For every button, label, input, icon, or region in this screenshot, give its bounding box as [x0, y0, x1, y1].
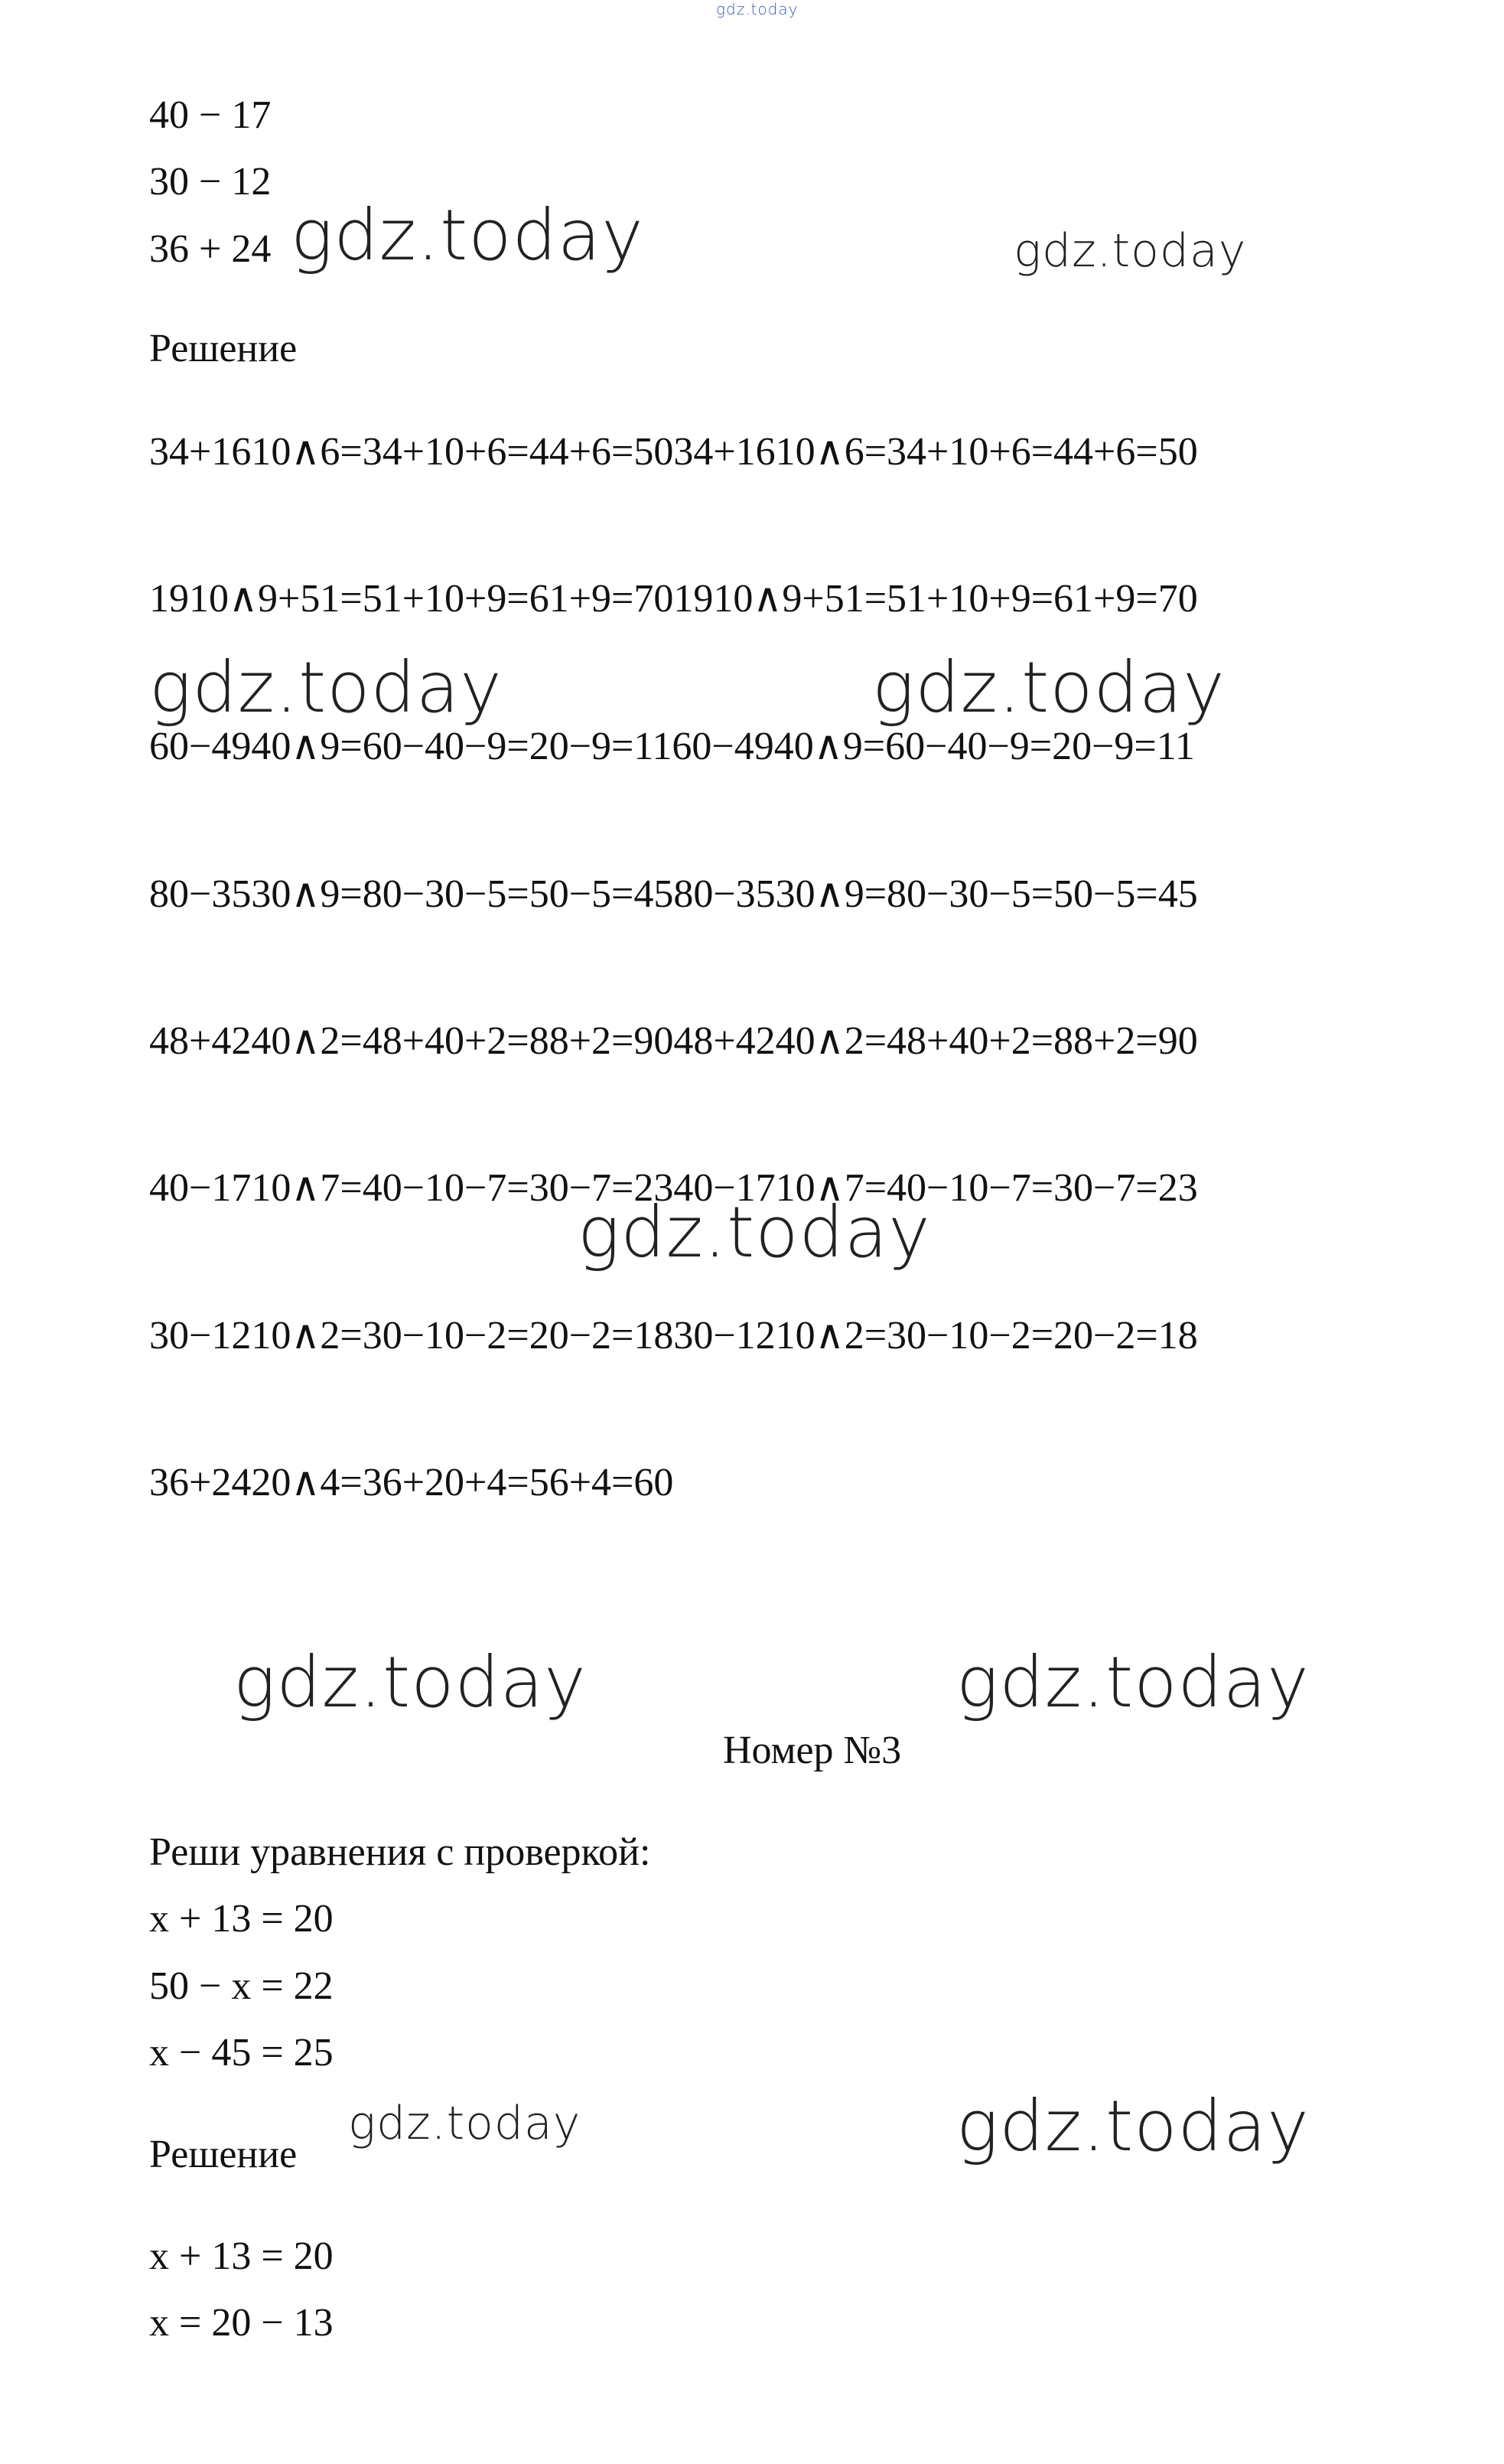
solution1-line-3: 60−4940∧9=60−40−9=20−9=1160−4940∧9=60−40−9=20−9=11 — [149, 725, 1195, 768]
task-heading: Номер №3 — [723, 1729, 902, 1772]
solution1-title: Решение — [149, 327, 298, 370]
header-watermark: gdz.today — [716, 0, 799, 18]
solution1-line-5: 48+4240∧2=48+40+2=88+2=9048+4240∧2=48+40+2=88+2=90 — [149, 1019, 1198, 1063]
equation-3: x − 45 = 25 — [149, 2031, 334, 2075]
watermark-2: gdz.today — [1014, 224, 1247, 278]
watermark-5: gdz.today — [578, 1191, 931, 1273]
watermark-8: gdz.today — [348, 2097, 581, 2150]
solution2-title: Решение — [149, 2133, 298, 2176]
task-text: Реши уравнения с проверкой: — [149, 1830, 651, 1874]
watermark-9: gdz.today — [956, 2085, 1310, 2167]
watermark-3: gdz.today — [149, 647, 503, 728]
watermark-7: gdz.today — [956, 1641, 1310, 1723]
solution2-line-2: x = 20 − 13 — [149, 2301, 334, 2345]
solution1-line-8: 36+2420∧4=36+20+4=56+4=60 — [149, 1461, 674, 1504]
watermark-6: gdz.today — [233, 1641, 587, 1723]
equation-2: 50 − x = 22 — [149, 1964, 334, 2008]
solution1-line-4: 80−3530∧9=80−30−5=50−5=4580−3530∧9=80−30−5=50−5=45 — [149, 872, 1198, 916]
solution1-line-6: 40−1710∧7=40−10−7=30−7=2340−1710∧7=40−10−7=30−7=23 — [149, 1166, 1198, 1210]
solution2-line-1: x + 13 = 20 — [149, 2234, 334, 2278]
equation-1: x + 13 = 20 — [149, 1897, 334, 1941]
intro-line-2: 30 − 12 — [149, 160, 272, 204]
watermark-4: gdz.today — [872, 647, 1226, 728]
watermark-1: gdz.today — [291, 194, 644, 276]
intro-line-1: 40 − 17 — [149, 93, 272, 137]
intro-line-3: 36 + 24 — [149, 227, 272, 271]
solution1-line-7: 30−1210∧2=30−10−2=20−2=1830−1210∧2=30−10−2=20−2=18 — [149, 1314, 1198, 1357]
solution1-line-1: 34+1610∧6=34+10+6=44+6=5034+1610∧6=34+10+6=44+6=50 — [149, 430, 1198, 474]
solution1-line-2: 1910∧9+51=51+10+9=61+9=701910∧9+51=51+10+9=61+9=70 — [149, 577, 1198, 621]
